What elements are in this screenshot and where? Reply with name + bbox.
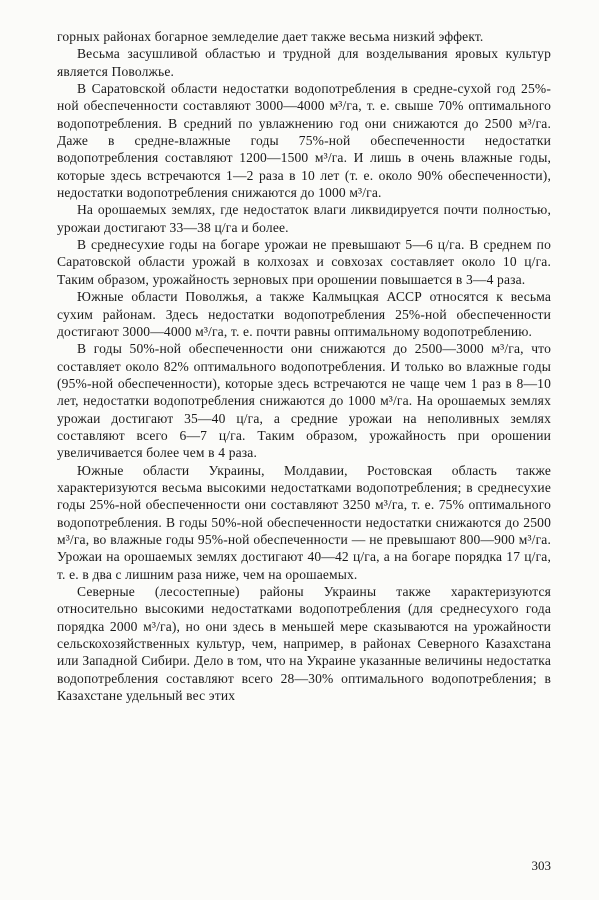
paragraph: Весьма засушливой областью и трудной для возделывания яровых культур является Поволжье. [57, 46, 551, 79]
paragraph: На орошаемых землях, где недостаток влаги ликвидируется почти полностью, урожаи достигают 33—38 ц/га и более. [57, 202, 551, 235]
paragraph: Южные области Поволжья, а также Калмыцкая АССР относятся к весьма сухим районам. Здесь недостатки водопотребления 25%-ной обеспеченности достигают 3000—4000 м³/га, т. е. почти равны оптимальному водопотреблению. [57, 289, 551, 339]
paragraph: В среднесухие годы на богаре урожаи не превышают 5—6 ц/га. В среднем по Саратовской области урожай в колхозах и совхозах составляет около 10 ц/га. Таким образом, урожайность зерновых при орошении повышается в 3—4 раза. [57, 237, 551, 287]
paragraph: В Саратовской области недостатки водопотребления в средне-сухой год 25%-ной обеспеченности составляют 3000—4000 м³/га, т. е. свыше 70% оптимального водопотребления. В средний по увлажнению год они снижаются до 2500 м³/га. Даже в средне-влажные годы 75%-ной обеспеченности недостатки водопотребления составляют 1200—1500 м³/га. И лишь в очень влажные годы, которые здесь встречаются 1—2 раза в 10 лет (т. е. около 90% обеспеченности), недостатки водопотребления снижаются до 1000 м³/га. [57, 81, 551, 201]
paragraph: В годы 50%-ной обеспеченности они снижаются до 2500—3000 м³/га, что составляет около 82% оптимального водопотребления. И только во влажные годы (95%-ной обеспеченности), которые здесь встречаются не чаще чем 1 раз в 8—10 лет, недостатки водопотребления снижаются до 1000 м³/га. На орошаемых землях урожаи достигают 35—40 ц/га, а средние урожаи на неполивных землях составляют всего 6—7 ц/га. Таким образом, урожайность при орошении увеличивается более чем в 4 раза. [57, 341, 551, 461]
paragraph: Южные области Украины, Молдавии, Ростовская область также характеризуются весьма высокими недостатками водопотребления; в среднесухие годы 25%-ной обеспеченности они составляют 3250 м³/га, т. е. 75% оптимального водопотребления. В годы 50%-ной обеспеченности недостатки снижаются до 2500 м³/га, во влажные годы 95%-ной обеспеченности — не превышают 800—900 м³/га. Урожаи на орошаемых землях достигают 40—42 ц/га, а на богаре порядка 17 ц/га, т. е. в два с лишним раза ниже, чем на орошаемых. [57, 462, 551, 582]
paragraph: Северные (лесостепные) районы Украины также характеризуются относительно высокими недостатками водопотребления (для среднесухого года порядка 2000 м³/га), но они здесь в меньшей мере сказываются на урожайности сельскохозяйственных культур, чем, например, в районах Северного Казахстана или Западной Сибири. Дело в том, что на Украине указанные величины недостатка водопотребления составляют всего 28—30% оптимального водопотребления; в Казахстане удельный вес этих [57, 584, 551, 704]
page-number: 303 [531, 858, 551, 873]
body-text [57, 28, 551, 704]
paragraph-continued: горных районах богарное земледелие дает также весьма низкий эффект. [57, 29, 484, 44]
